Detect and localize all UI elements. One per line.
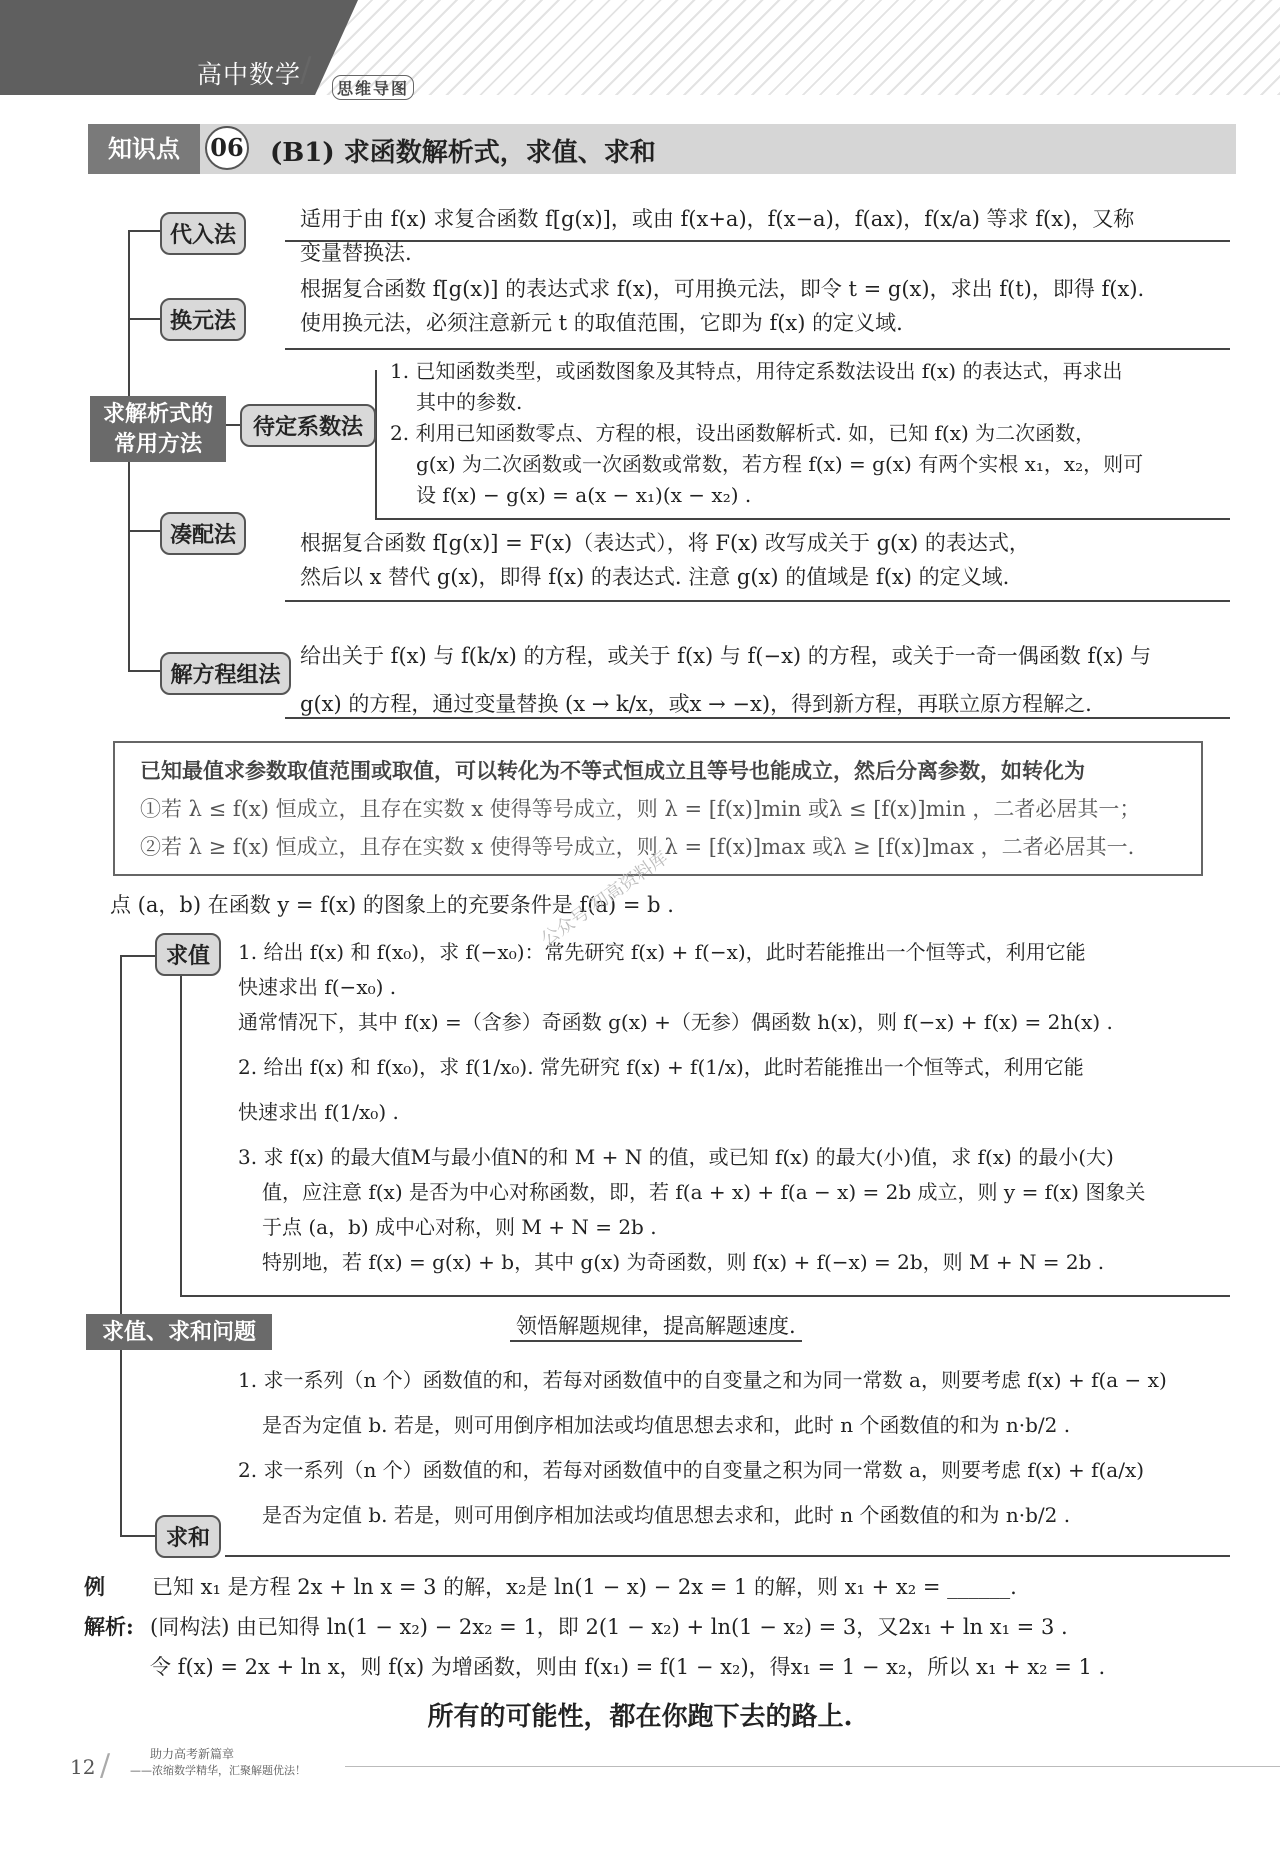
text-line: 1. 给出 f(x) 和 f(x₀)，求 f(−x₀)：常先研究 f(x) + f(−x)，此时若能推出一个恒等式，利用它能: [238, 940, 1086, 964]
text-line: 设 f(x) − g(x) = a(x − x₁)(x − x₂) .: [416, 483, 752, 507]
header-subtitle: 思维导图: [332, 75, 414, 100]
method-tag-change-variable: 换元法: [160, 298, 246, 341]
tree-trunk-line-2: [120, 955, 122, 1535]
method-text-substitution: [300, 202, 1240, 270]
text-line: 3. 求 f(x) 的最大值M与最小值N的和 M + N 的值，或已知 f(x) 的最大(小)值，求 f(x) 的最小(大): [238, 1145, 1114, 1169]
solution-line-2: 令 f(x) = 2x + ln x，则 f(x) 为增函数，则由 f(x₁) = f(1 − x₂)，得x₁ = 1 − x₂，所以 x₁ + x₂ = 1 .: [150, 1655, 1106, 1679]
branch-line: [128, 230, 163, 232]
text-line: 2. 求一系列（n 个）函数值的和，若每对函数值中的自变量之积为同一常数 a，则要考虑 f(x) + f(a/x): [238, 1458, 1145, 1482]
method-tag-matching: 凑配法: [160, 512, 246, 555]
motto-underlined: 领悟解题规律，提高解题速度.: [510, 1310, 802, 1342]
method-tag-undetermined-coef: 待定系数法: [240, 404, 376, 447]
text-line: 然后以 x 替代 g(x)，即得 f(x) 的表达式. 注意 g(x) 的值域是 f(x) 的定义域.: [300, 565, 1010, 589]
value-underline: [180, 1295, 1230, 1297]
branch-line: [120, 1535, 160, 1537]
footer-line-1: 助力高考新篇章: [150, 1747, 235, 1761]
branch-line: [128, 318, 163, 320]
text-line: 根据复合函数 f[g(x)] = F(x)（表达式），将 F(x) 改写成关于 g(x) 的表达式，: [300, 531, 1030, 555]
solution-label: 解析:: [84, 1614, 134, 1639]
text-line: 是否为定值 b. 若是，则可用倒序相加法或均值思想去求和，此时 n 个函数值的和为 n·b/2 .: [262, 1503, 1071, 1527]
solution-line-1: (同构法) 由已知得 ln(1 − x₂) − 2x₂ = 1，即 2(1 − x₂) + ln(1 − x₂) = 3，又2x₁ + ln x₁ = 3 .: [150, 1615, 1068, 1639]
text-line: 快速求出 f(1/x₀) .: [238, 1100, 399, 1124]
page-number: 12: [70, 1755, 96, 1779]
param-box-text: [140, 752, 1190, 866]
knowledge-number: 06: [205, 126, 249, 170]
value-tag: 求值: [155, 933, 221, 976]
value-bracket-line: [180, 955, 182, 1295]
watermark: 公众号·初高资料库: [537, 847, 672, 951]
branch-line: [128, 530, 163, 532]
method-text-matching: [300, 526, 1240, 594]
param-box-line: ①若 λ ≤ f(x) 恒成立，且存在实数 x 使得等号成立，则 λ = [f(x)]min 或λ ≤ [f(x)]min ，二者必居其一；: [140, 797, 1141, 821]
knowledge-title: (B1) 求函数解析式，求值、求和: [270, 138, 656, 168]
value-text: [238, 935, 1238, 1280]
text-line: 于点 (a，b) 成中心对称，则 M + N = 2b .: [262, 1215, 657, 1239]
param-box-line: ②若 λ ≥ f(x) 恒成立，且存在实数 x 使得等号成立，则 λ = [f(x)]max 或λ ≥ [f(x)]max ，二者必居其一.: [140, 835, 1135, 859]
bracket-line: [375, 370, 377, 518]
underline-3: [375, 518, 1230, 520]
method-tag-system-of-equations: 解方程组法: [160, 652, 291, 695]
example-label: 例: [84, 1574, 105, 1599]
text-line: g(x) 的方程，通过变量替换 (x → k/x，或x → −x)，得到新方程，再联立原方程解之.: [300, 692, 1092, 716]
branch-line: [128, 670, 163, 672]
method-text-change-variable: [300, 272, 1240, 340]
text-line: 通常情况下，其中 f(x) =（含参）奇函数 g(x) +（无参）偶函数 h(x)，则 f(−x) + f(x) = 2h(x) .: [238, 1010, 1113, 1034]
text-line: g(x) 为二次函数或一次函数或常数，若方程 f(x) = g(x) 有两个实根 x₁，x₂，则可: [416, 452, 1144, 476]
footer-line-2: ——浓缩数学精华，汇聚解题优法！: [130, 1764, 306, 1777]
text-line: 变量替换法.: [300, 241, 412, 265]
text-line: 根据复合函数 f[g(x)] 的表达式求 f(x)，可用换元法，即令 t = g(x)，求出 f(t)，即得 f(x).: [300, 277, 1145, 301]
point-condition: 点 (a，b) 在函数 y = f(x) 的图象上的充要条件是 f(a) = b .: [110, 893, 674, 917]
underline-2: [285, 348, 1230, 350]
text-line: 2. 利用已知函数零点、方程的根，设出函数解析式. 如，已知 f(x) 为二次函数，: [390, 421, 1096, 445]
text-line: 适用于由 f(x) 求复合函数 f[g(x)]，或由 f(x+a)，f(x−a)，f(ax)，f(x/a) 等求 f(x)，又称: [300, 207, 1135, 231]
method-tag-substitution: 代入法: [160, 212, 246, 255]
method-text-undetermined-coef: [390, 356, 1230, 511]
sum-underline: [225, 1555, 1230, 1557]
header-title: 高中数学: [197, 60, 302, 89]
branch-line: [120, 955, 160, 957]
text-line: 是否为定值 b. 若是，则可用倒序相加法或均值思想去求和，此时 n 个函数值的和为 n·b/2 .: [262, 1413, 1071, 1437]
underline-4: [285, 600, 1230, 602]
text-line: 特别地，若 f(x) = g(x) + b，其中 g(x) 为奇函数，则 f(x) + f(−x) = 2b，则 M + N = 2b .: [262, 1250, 1105, 1274]
text-line: 使用换元法，必须注意新元 t 的取值范围，它即为 f(x) 的定义域.: [300, 311, 903, 335]
knowledge-title-bar: [88, 124, 1236, 174]
footer-rule: [345, 1766, 1280, 1767]
text-line: 2. 给出 f(x) 和 f(x₀)，求 f(1/x₀). 常先研究 f(x) + f(1/x)，此时若能推出一个恒等式，利用它能: [238, 1055, 1084, 1079]
text-line: 给出关于 f(x) 与 f(k/x) 的方程，或关于 f(x) 与 f(−x) 的方程，或关于一奇一偶函数 f(x) 与: [300, 644, 1152, 668]
bottom-motto: 所有的可能性，都在你跑下去的路上.: [427, 1702, 853, 1732]
example-question: 已知 x₁ 是方程 2x + ln x = 3 的解，x₂是 ln(1 − x) − 2x = 1 的解，则 x₁ + x₂ = ______.: [152, 1575, 1017, 1599]
method-text-system: [300, 632, 1240, 728]
text-line: 1. 求一系列（n 个）函数值的和，若每对函数值中的自变量之和为同一常数 a，则要考虑 f(x) + f(a − x): [238, 1368, 1167, 1392]
param-box-heading: 已知最值求参数取值范围或取值，可以转化为不等式恒成立且等号也能成立，然后分离参数，如转化为: [140, 758, 1085, 783]
text-line: 快速求出 f(−x₀) .: [238, 975, 397, 999]
text-line: 1. 已知函数类型，或函数图象及其特点，用待定系数法设出 f(x) 的表达式，再求出: [390, 359, 1123, 383]
sum-text: [238, 1358, 1238, 1538]
text-line: 值，应注意 f(x) 是否为中心对称函数，即，若 f(a + x) + f(a − x) = 2b 成立，则 y = f(x) 图象关: [262, 1180, 1146, 1204]
sum-tag: 求和: [155, 1515, 221, 1558]
knowledge-tag: 知识点: [88, 124, 200, 174]
root-label-value-sum: 求值、求和问题: [86, 1314, 272, 1350]
footer-slash: /: [100, 1748, 111, 1783]
header-slash: /: [300, 50, 312, 90]
text-line: 其中的参数.: [416, 390, 523, 414]
root-label-methods: 求解析式的常用方法: [90, 396, 226, 462]
